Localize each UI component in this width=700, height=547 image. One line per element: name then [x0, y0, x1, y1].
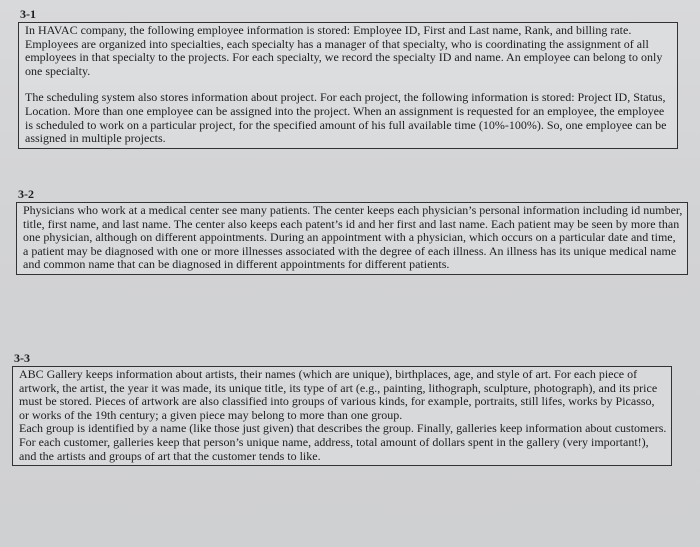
- section-text-box: [16, 202, 688, 275]
- section-3-2: [16, 188, 688, 275]
- section-text-box: [18, 22, 678, 149]
- section-number: 3-3: [14, 351, 30, 365]
- paragraph: ABC Gallery keeps information about artists, their names (which are unique), birthplaces, age, and style of art. For each piece of artwork, the artist, the year it was made, its unique title, its type of art (e.g., painting, lithograph, sculpture, photograph), and its price must be stored. Pieces of artwork are also classified into groups of various kinds, for example, portraits, still lifes, works by Picasso, or works of the 19th century; a given piece may belong to more than one group.: [19, 367, 658, 422]
- section-number: 3-1: [20, 7, 36, 21]
- paragraph: In HAVAC company, the following employee information is stored: Employee ID, First and Last name, Rank, and billing rate. Employees are organized into specialties, each specialty has a manager of that specialty, who is coordinating the assignment of all employees in that specialty to the projects. For each specialty, we record the specialty ID and name. An employee can belong to only one specialty.: [25, 23, 663, 78]
- paragraph: Physicians who work at a medical center see many patients. The center keeps each physician’s personal information including id number, title, first name, and last name. The center also keeps each patent’s id and her first and last name. Each patient may be seen by more than one physician, although on different appointments. During an appointment with a physician, which occurs on a particular date and time, a patient may be diagnosed with one or more illnesses associated with the degree of each illness. An illness has its unique medical name and common name that can be diagnosed in different appointments for different patients.: [23, 203, 683, 272]
- section-text-box: [12, 366, 672, 466]
- paragraph: The scheduling system also stores information about project. For each project, the following information is stored: Project ID, Status, Location. More than one employee can be assigned into the project. When an assignment is requested for an employee, the employee is scheduled to work on a particular project, for the specified amount of his full available time (10%-100%). So, one employee can be assigned in multiple projects.: [25, 90, 667, 146]
- paragraph: Each group is identified by a name (like those just given) that describes the group. Finally, galleries keep information about customers. For each customer, galleries keep that person’s unique name, address, total amount of dollars spent in the gallery (very important!), and the artists and groups of art that the customer tends to like.: [19, 421, 667, 463]
- section-number: 3-2: [18, 187, 34, 201]
- section-3-3: [12, 352, 672, 466]
- section-3-1: [18, 8, 678, 149]
